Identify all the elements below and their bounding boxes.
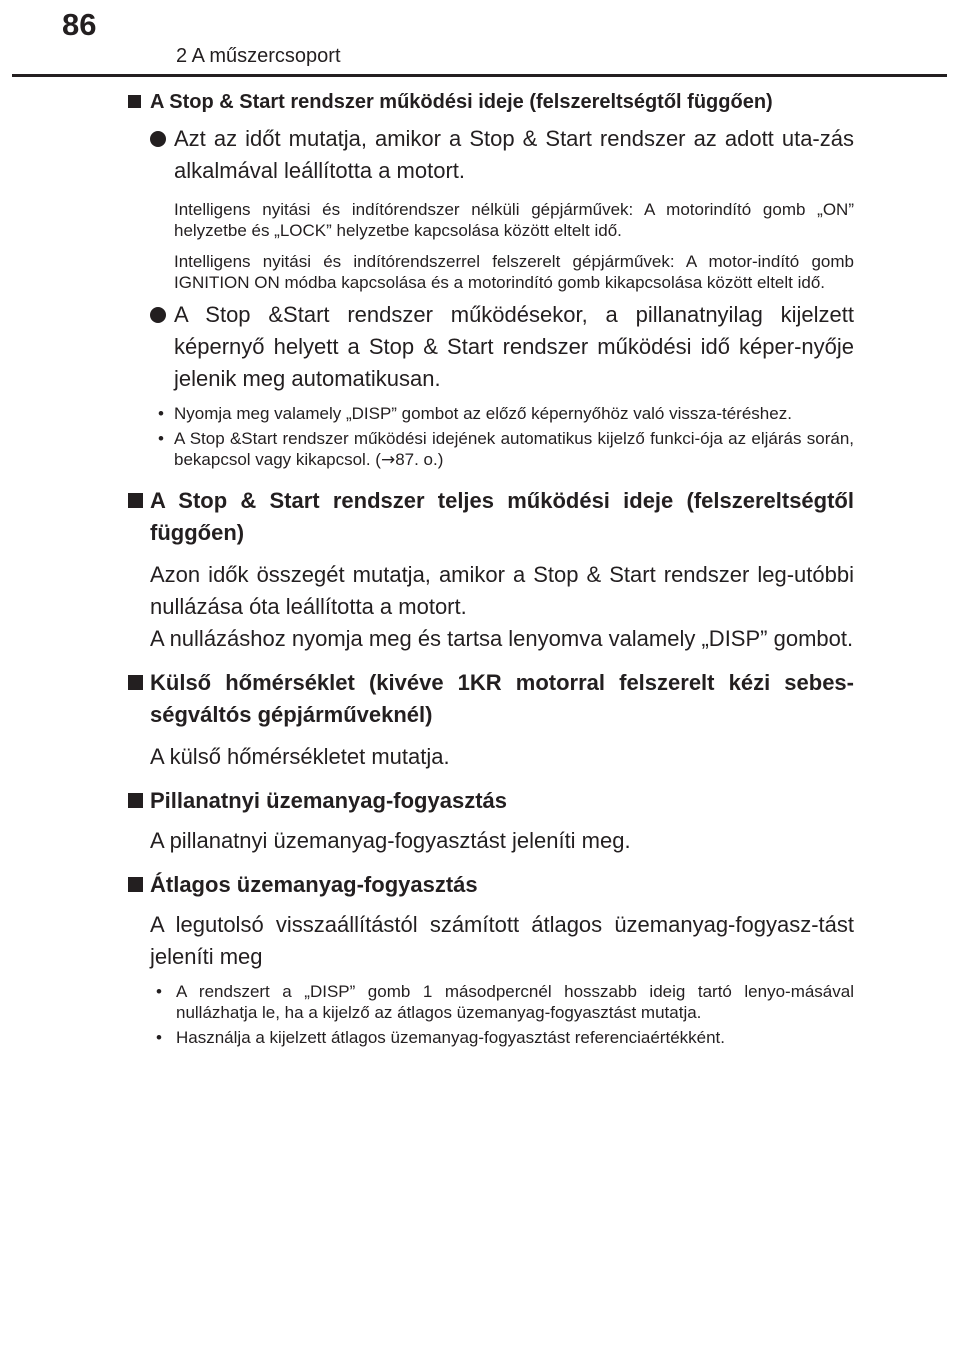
circle-bullet-icon — [150, 131, 166, 147]
page-content — [128, 89, 854, 1048]
list-item — [128, 123, 854, 187]
body-paragraph: A nullázáshoz nyomja meg és tartsa lenyomva valamely „DISP” gombot. — [150, 626, 854, 651]
square-bullet-icon — [128, 95, 141, 108]
circle-bullet-icon — [150, 307, 166, 323]
bullet-text: Használja a kijelzett átlagos üzemanyag-fogyasztást referenciaértékként. — [176, 1028, 726, 1047]
header-rule — [12, 74, 947, 77]
section-heading — [128, 485, 854, 549]
list-item — [128, 299, 854, 395]
list-item-text: A Stop &Start rendszer működésekor, a pillanatnyilag kijelzett képernyő helyett a Stop & Start rendszer működési idő képer-nyője jelenik meg automatikusan. — [174, 302, 854, 391]
note-paragraph: Intelligens nyitási és indítórendszer nélküli gépjárművek: A motorindító gomb „ON” helyzetbe és „LOCK” helyzetbe kapcsolása között eltelt idő. — [174, 200, 854, 240]
section-outside-temperature — [128, 667, 854, 773]
square-bullet-icon — [128, 675, 143, 690]
section-average-fuel-consumption — [128, 869, 854, 1048]
body-paragraph: A pillanatnyi üzemanyag-fogyasztást jeleníti meg. — [150, 828, 631, 853]
square-bullet-icon — [128, 493, 143, 508]
section-stop-start-total-time — [128, 485, 854, 655]
section-heading-text: Külső hőmérséklet (kivéve 1KR motorral felszerelt kézi sebes-ségváltós gépjárműveknél) — [150, 670, 854, 727]
section-heading-text: Átlagos üzemanyag-fogyasztás — [150, 872, 478, 897]
bullet-dot-icon: • — [158, 429, 164, 448]
section-heading-text: A Stop & Start rendszer teljes működési ideje (felszereltségtől függően) — [150, 488, 854, 545]
section-heading — [128, 785, 854, 817]
bullet-item — [128, 428, 854, 471]
section-heading — [128, 89, 854, 115]
body-paragraph: A külső hőmérsékletet mutatja. — [150, 744, 450, 769]
bullet-text: A rendszert a „DISP” gomb 1 másodpercnél hosszabb ideig tartó lenyo-másával nullázhatja le, ha a kijelző az átlagos üzemanyag-fogyasztást mutatja. — [176, 982, 854, 1022]
bullet-item — [128, 1027, 854, 1048]
square-bullet-icon — [128, 877, 143, 892]
bullet-text: Nyomja meg valamely „DISP” gombot az előző képernyőhöz való vissza-téréshez. — [174, 404, 792, 423]
list-item-text: Azt az időt mutatja, amikor a Stop & Start rendszer az adott uta-zás alkalmával leállította a motort. — [174, 126, 854, 183]
body-paragraph: A legutolsó visszaállítástól számított átlagos üzemanyag-fogyasz-tást jeleníti meg — [150, 912, 854, 969]
bullet-text: A Stop &Start rendszer működési idejének automatikus kijelző funkci-ója az eljárás során, bekapcsol vagy kikapcsol. ( — [174, 429, 854, 469]
page-header — [0, 0, 960, 80]
section-heading-text: A Stop & Start rendszer működési ideje (felszereltségtől függően) — [150, 91, 773, 113]
bullet-item — [128, 981, 854, 1023]
section-current-fuel-consumption — [128, 785, 854, 857]
body-paragraph: Azon idők összegét mutatja, amikor a Stop & Start rendszer leg-utóbbi nullázása óta leállította a motort. — [150, 562, 854, 619]
section-heading — [128, 667, 854, 731]
square-bullet-icon — [128, 793, 143, 808]
section-heading — [128, 869, 854, 901]
bullet-item — [128, 403, 854, 424]
page-reference[interactable]: 87. o.) — [395, 450, 444, 469]
bullet-dot-icon: • — [156, 982, 162, 1001]
bullet-dot-icon: • — [156, 1028, 162, 1047]
section-heading-text: Pillanatnyi üzemanyag-fogyasztás — [150, 788, 507, 813]
bullet-dot-icon: • — [158, 404, 164, 423]
note-paragraph: Intelligens nyitási és indítórendszerrel felszerelt gépjárművek: A motor-indító gomb IGNITION ON módba kapcsolása és a motorindító gomb kikapcsolása között eltelt idő. — [174, 252, 854, 292]
section-stop-start-time — [128, 89, 854, 471]
page-number: 86 — [62, 7, 97, 42]
page-reference-arrow-icon: → — [380, 450, 396, 470]
chapter-title: 2 A műszercsoport — [176, 45, 341, 67]
